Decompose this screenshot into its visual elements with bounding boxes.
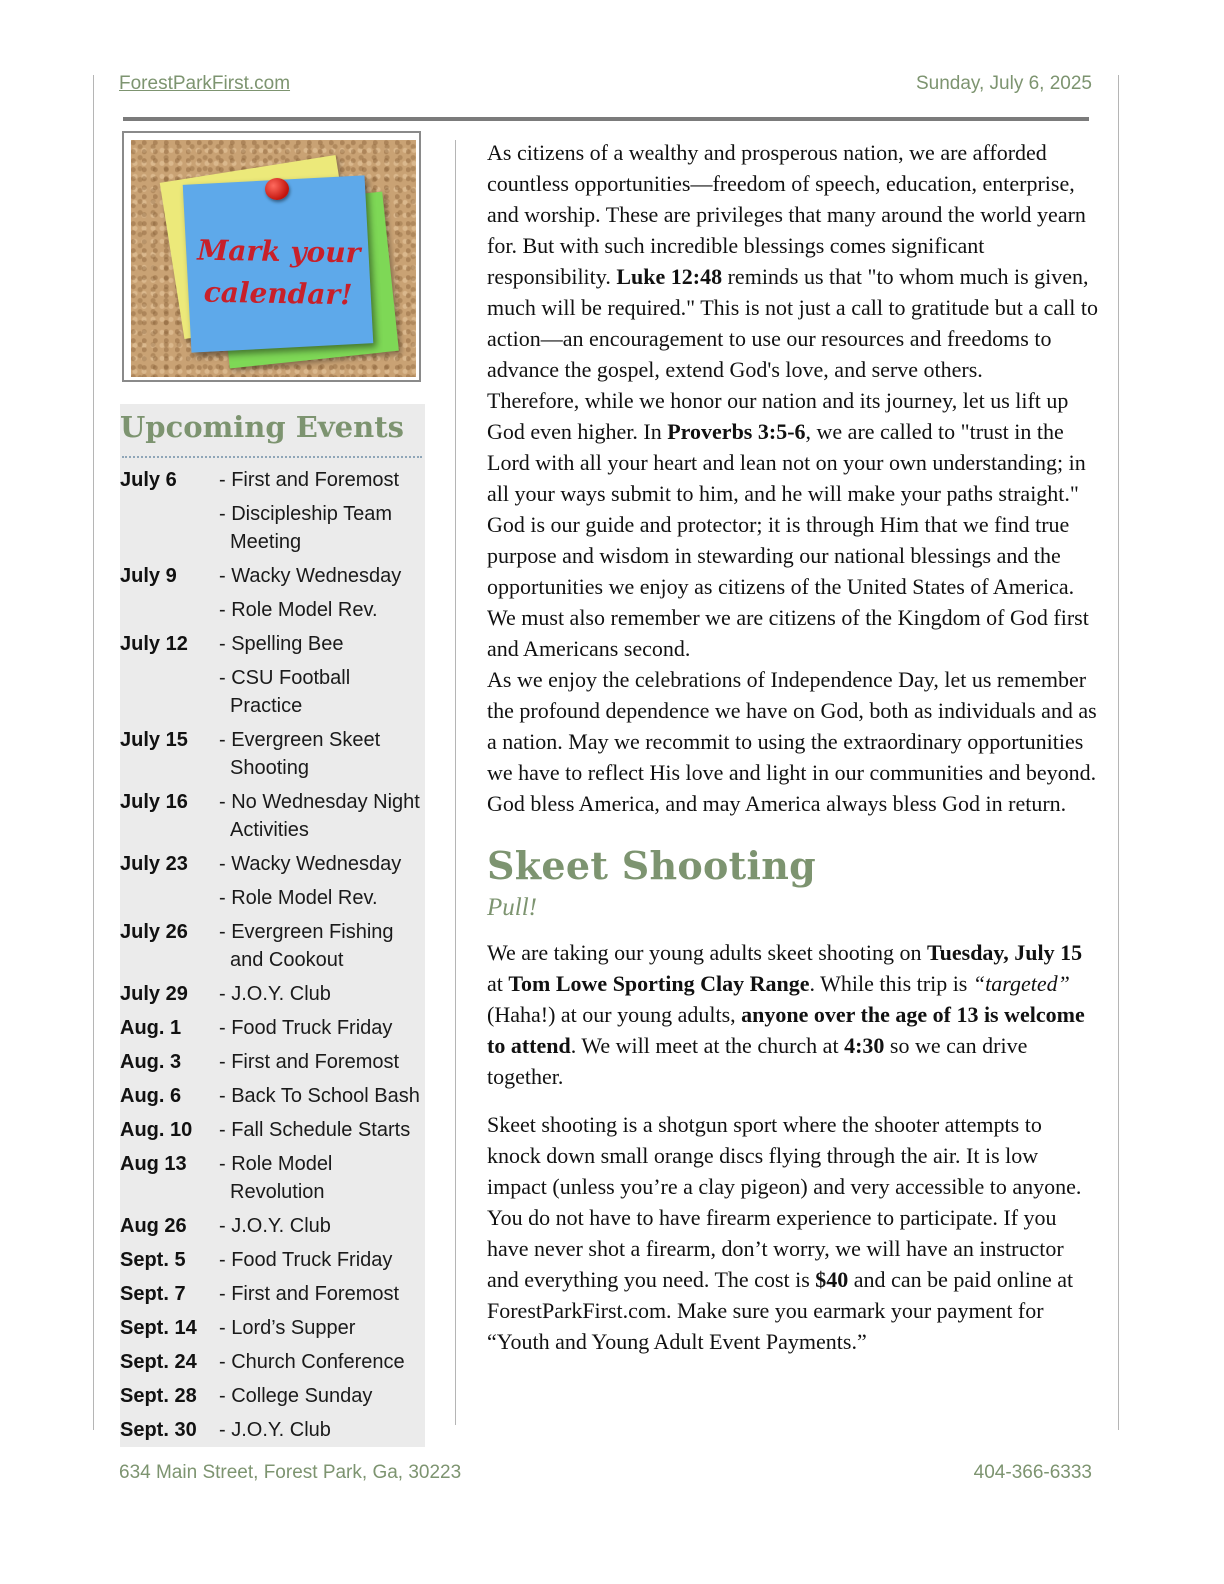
right-margin-rule bbox=[1118, 75, 1119, 1430]
event-item: - First and Foremost bbox=[219, 1051, 400, 1073]
skeet-date: Tuesday, July 15 bbox=[926, 940, 1083, 965]
header-date: Sunday, July 6, 2025 bbox=[915, 73, 1092, 94]
event-item: - J.O.Y. Club bbox=[219, 983, 331, 1005]
event-items bbox=[219, 1212, 425, 1240]
events-divider bbox=[122, 456, 422, 458]
event-item: - Food Truck Friday bbox=[219, 1017, 393, 1039]
event-row bbox=[120, 630, 425, 720]
event-row bbox=[120, 918, 425, 974]
article-paragraph-2 bbox=[487, 385, 1099, 664]
footer-address: 634 Main Street, Forest Park, Ga, 30223 bbox=[119, 1462, 462, 1483]
skeet-meet-time: 4:30 bbox=[844, 1033, 885, 1058]
p2-scripture-ref: Proverbs 3:5-6 bbox=[667, 419, 806, 444]
p1-text-a: As citizens of a wealthy and prosperous nation, we are afforded countless opportunities—freedom of speech, education, enterprise, and worship. These are privileges that many around the world yearn for. But with such incredible blessings comes significant responsibility. bbox=[487, 140, 1086, 289]
event-date: Aug. 3 bbox=[120, 1051, 182, 1073]
event-items bbox=[219, 788, 425, 844]
event-date: Aug 26 bbox=[120, 1215, 187, 1237]
event-date: Sept. 28 bbox=[120, 1385, 197, 1407]
event-item: - Role Model Rev. bbox=[219, 887, 378, 909]
event-row bbox=[120, 1280, 425, 1308]
event-items bbox=[219, 1014, 425, 1042]
event-item: - College Sunday bbox=[219, 1385, 373, 1407]
event-items bbox=[219, 1048, 425, 1076]
events-title: Upcoming Events bbox=[120, 410, 404, 444]
skeet-p1-a: We are taking our young adults skeet shooting on bbox=[487, 940, 927, 965]
event-item: - Evergreen Fishing and Cookout bbox=[219, 921, 394, 971]
note-line-1: Mark your bbox=[197, 233, 361, 270]
event-item: - J.O.Y. Club bbox=[219, 1215, 331, 1237]
sticky-note-text bbox=[193, 230, 364, 317]
skeet-section-title: Skeet Shooting bbox=[487, 843, 817, 888]
event-item: - Role Model Rev. bbox=[219, 599, 378, 621]
header-divider bbox=[123, 117, 1089, 121]
event-row bbox=[120, 1014, 425, 1042]
event-row bbox=[120, 1082, 425, 1110]
event-row bbox=[120, 1246, 425, 1274]
skeet-p1-c: at bbox=[487, 971, 509, 996]
mark-calendar-image bbox=[122, 131, 421, 382]
event-item: - Wacky Wednesday bbox=[219, 853, 402, 875]
event-row bbox=[120, 1382, 425, 1410]
event-row bbox=[120, 1314, 425, 1342]
event-item: - CSU Football Practice bbox=[219, 667, 351, 717]
skeet-p2-c: and can be paid online at ForestParkFirst.com. Make sure you earmark your payment for “Youth and Young Adult Event Payments.” bbox=[487, 1267, 1074, 1354]
event-items bbox=[219, 1382, 425, 1410]
p2-text-b: , we are called to "trust in the Lord with all your heart and lean not on your own understanding; in all your ways submit to him, and he will make your paths straight." God is our guide and protector; it is through Him that we find true purpose and wisdom in stewarding our national blessings and the opportunities we enjoy as citizens of the United States of America. We must also remember we are citizens of the Kingdom of God first and Americans second. bbox=[487, 419, 1089, 661]
event-items bbox=[219, 1082, 425, 1110]
event-date: July 6 bbox=[120, 469, 177, 491]
p1-text-b: reminds us that "to whom much is given, much will be required." This is not just a call to gratitude but a call to action—an encouragement to use our resources and freedoms to advance the gospel, extend God's love, and serve others. bbox=[487, 264, 1098, 382]
event-items bbox=[219, 850, 425, 912]
event-items bbox=[219, 1116, 425, 1144]
event-date: July 12 bbox=[120, 633, 188, 655]
event-row bbox=[120, 1116, 425, 1144]
left-margin-rule bbox=[93, 75, 94, 1430]
event-date: July 29 bbox=[120, 983, 188, 1005]
article-paragraph-1 bbox=[487, 137, 1099, 385]
event-row bbox=[120, 788, 425, 844]
event-items bbox=[219, 1416, 425, 1444]
event-row bbox=[120, 1212, 425, 1240]
skeet-age-requirement: anyone over the age of 13 is welcome to attend bbox=[487, 1002, 1085, 1058]
event-item: - Church Conference bbox=[219, 1351, 405, 1373]
event-date: July 15 bbox=[120, 729, 188, 751]
event-date: Aug. 6 bbox=[120, 1085, 182, 1107]
skeet-p1-d: . While this trip is bbox=[809, 971, 973, 996]
event-row bbox=[120, 562, 425, 624]
event-row bbox=[120, 1348, 425, 1376]
event-item: - J.O.Y. Club bbox=[219, 1419, 331, 1441]
event-items bbox=[219, 980, 425, 1008]
event-items bbox=[219, 630, 425, 720]
event-items bbox=[219, 1246, 425, 1274]
article-paragraph-3: As we enjoy the celebrations of Independence Day, let us remember the profound dependence we have on God, both as individuals and as a nation. May we recommit to using the extraordinary opportunities we have to reflect His love and light in our communities and beyond. God bless America, and may America always bless God in return. bbox=[487, 667, 1097, 816]
event-date: Aug 13 bbox=[120, 1153, 187, 1175]
event-date: Aug. 10 bbox=[120, 1119, 193, 1141]
event-date: Sept. 7 bbox=[120, 1283, 186, 1305]
skeet-p1-g: so we can drive together. bbox=[487, 1033, 1028, 1089]
event-row bbox=[120, 726, 425, 782]
skeet-cost: $40 bbox=[815, 1267, 849, 1292]
event-item: - Role Model Revolution bbox=[219, 1153, 333, 1203]
event-items bbox=[219, 726, 425, 782]
event-date: Sept. 14 bbox=[120, 1317, 197, 1339]
event-date: July 16 bbox=[120, 791, 188, 813]
site-link[interactable]: ForestParkFirst.com bbox=[119, 73, 291, 94]
skeet-paragraph-2 bbox=[487, 1109, 1099, 1357]
event-row bbox=[120, 1416, 425, 1444]
event-row bbox=[120, 980, 425, 1008]
event-date: July 9 bbox=[120, 565, 177, 587]
column-divider bbox=[455, 140, 456, 1425]
event-item: - Lord’s Supper bbox=[219, 1317, 356, 1339]
event-item: - Discipleship Team Meeting bbox=[219, 503, 393, 553]
skeet-section-subtitle: Pull! bbox=[487, 894, 537, 921]
skeet-p1-f: . We will meet at the church at bbox=[570, 1033, 845, 1058]
main-article bbox=[487, 137, 1099, 1357]
blue-sticky-note bbox=[183, 175, 374, 352]
event-items bbox=[219, 466, 425, 556]
event-items bbox=[219, 562, 425, 624]
event-items bbox=[219, 918, 425, 974]
corkboard-background bbox=[131, 140, 416, 377]
footer-phone: 404-366-6333 bbox=[973, 1462, 1092, 1483]
event-items bbox=[219, 1314, 425, 1342]
event-item: - First and Foremost bbox=[219, 1283, 400, 1305]
event-date: July 23 bbox=[120, 853, 188, 875]
event-date: Aug. 1 bbox=[120, 1017, 182, 1039]
event-item: - Evergreen Skeet Shooting bbox=[219, 729, 381, 779]
skeet-p2-a: Skeet shooting is a shotgun sport where the shooter attempts to knock down small orange discs flying through the air. It is low impact (unless you’re a clay pigeon) and very accessible to anyone. You do not have to have firearm experience to participate. If you have never shot a firearm, don’t worry, we will have an instructor and everything you need. The cost is bbox=[487, 1112, 1082, 1292]
skeet-targeted: “targeted” bbox=[972, 971, 1070, 996]
events-list bbox=[120, 466, 425, 1450]
upcoming-events-panel bbox=[120, 404, 425, 1447]
event-item: - Fall Schedule Starts bbox=[219, 1119, 411, 1141]
event-item: - First and Foremost bbox=[219, 469, 400, 491]
event-row bbox=[120, 1150, 425, 1206]
p1-scripture-ref: Luke 12:48 bbox=[616, 264, 723, 289]
event-date: Sept. 30 bbox=[120, 1419, 197, 1441]
event-items bbox=[219, 1150, 425, 1206]
event-item: - Spelling Bee bbox=[219, 633, 344, 655]
skeet-venue: Tom Lowe Sporting Clay Range bbox=[508, 971, 810, 996]
p2-text-a: Therefore, while we honor our nation and its journey, let us lift up God even higher. In bbox=[487, 388, 1069, 444]
event-item: - No Wednesday Night Activities bbox=[219, 791, 420, 841]
note-line-2: calendar! bbox=[203, 275, 353, 312]
event-date: July 26 bbox=[120, 921, 188, 943]
skeet-paragraph-1 bbox=[487, 937, 1099, 1092]
event-item: - Wacky Wednesday bbox=[219, 565, 402, 587]
event-date: Sept. 5 bbox=[120, 1249, 186, 1271]
event-item: - Food Truck Friday bbox=[219, 1249, 393, 1271]
event-items bbox=[219, 1280, 425, 1308]
event-row bbox=[120, 466, 425, 556]
skeet-p1-e: (Haha!) at our young adults, bbox=[487, 1002, 742, 1027]
event-date: Sept. 24 bbox=[120, 1351, 197, 1373]
event-row bbox=[120, 1048, 425, 1076]
event-item: - Back To School Bash bbox=[219, 1085, 420, 1107]
event-row bbox=[120, 850, 425, 912]
event-items bbox=[219, 1348, 425, 1376]
push-pin-icon bbox=[265, 178, 289, 200]
